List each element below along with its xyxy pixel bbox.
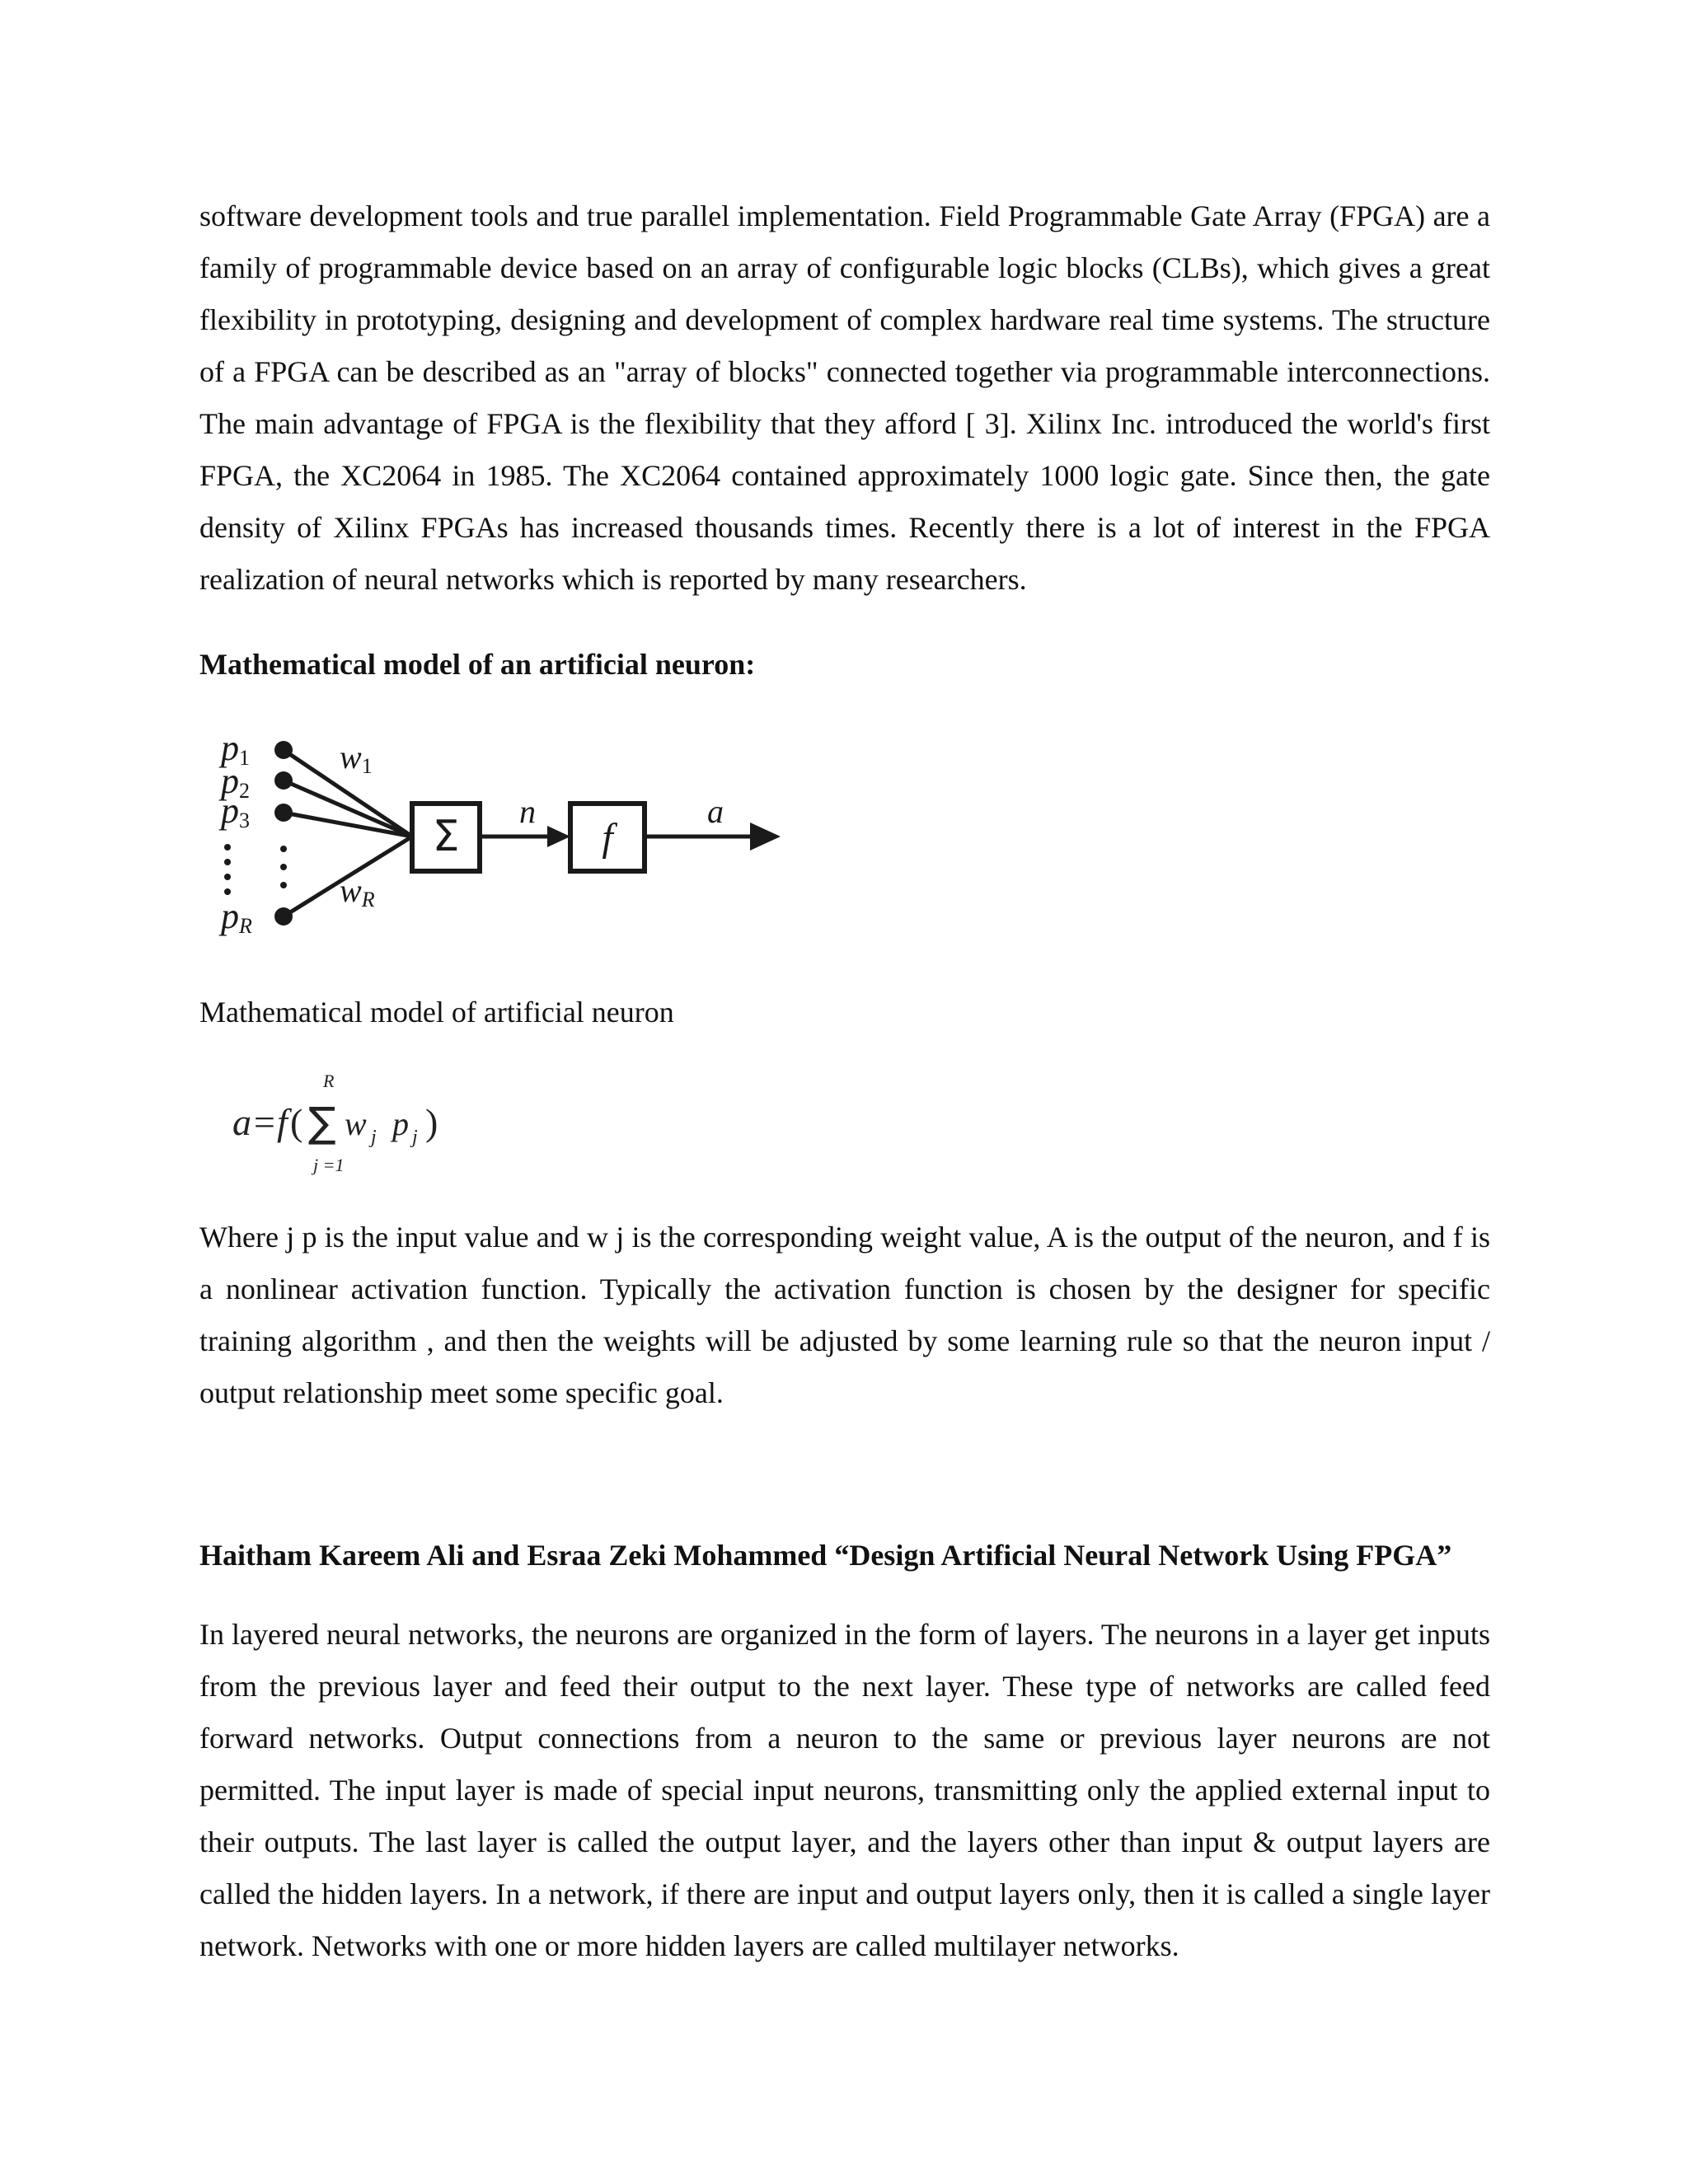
net-input-label: n [519,793,536,830]
summation-icon: ∑ [308,1099,336,1146]
equation-lhs: a=f [232,1101,288,1143]
input-label-pr: pR [221,896,252,938]
figure-caption: Mathematical model of artificial neuron [199,996,674,1029]
ellipsis-dots [224,844,287,895]
equation-open-paren: ( [290,1101,303,1143]
sigma-icon: Σ [432,812,460,861]
weight-label-w1: w1 [340,738,373,778]
layered-networks-paragraph: In layered neural networks, the neurons are organized in the form of layers. The neurons in a layer get inputs from the previous layer and feed their output to the next layer. These type of networks are called feed forward networks. Output connections from a neuron to the same or previous layer neurons are not permitted. The input layer is made of special input neurons, transmitting only the applied external input to their outputs. The last layer is called the output layer, and the layers other than input & output layers are called the hidden layers. In a network, if there are input and output layers only, then it is called a single layer network. Networks with one or more hidden layers are called multilayer networks. [199,1618,1490,1962]
citation-heading: Haitham Kareem Ali and Esraa Zeki Mohammed “Design Artificial Neural Network Using FPGA” [199,1539,1452,1572]
where-paragraph: Where j p is the input value and w j is the corresponding weight value, A is the output of the neuron, and f is a nonlinear activation function. Typically the activation function is chosen by the designer for specific training algorithm , and then the weights will be adjusted by some learning rule so that the neuron input / output relationship meet some specific goal. [199,1221,1490,1409]
weight-label-wr: wR [340,872,375,912]
input-label-p2: p2 [221,761,250,803]
transfer-function-label: f [602,816,613,860]
equation-upper-limit: R [323,1071,335,1091]
equation-input: p [392,1105,409,1142]
equation-lower-limit: j =1 [313,1155,345,1175]
neuron-equation [231,1067,528,1183]
equation-close-paren: ) [425,1101,438,1143]
neuron-model-figure [208,725,801,948]
intro-paragraph: software development tools and true parallel implementation. Field Programmable Gate Array (FPGA) are a family of programmable device based on an array of configurable logic blocks (CLBs), which gives a great flexibility in prototyping, designing and development of complex hardware real time systems. The structure of a FPGA can be described as an "array of blocks" connected together via programmable interconnections. The main advantage of FPGA is the flexibility that they afford [ 3]. Xilinx Inc. introduced the world's first FPGA, the XC2064 in 1985. The XC2064 contained approximately 1000 logic gate. Since then, the gate density of Xilinx FPGAs has increased thousands times. Recently there is a lot of interest in the FPGA realization of neural networks which is reported by many researchers. [199,199,1490,596]
input-label-p1: p1 [221,728,250,770]
output-arrow-head [750,823,781,851]
input-nodes [274,741,293,926]
input-label-p3: p3 [221,790,250,832]
equation-input-subscript: j [412,1127,418,1148]
output-label: a [707,793,724,830]
section-heading-model: Mathematical model of an artificial neuron: [199,648,756,681]
equation-weight-subscript: j [371,1127,377,1148]
equation-weight: w [345,1105,367,1142]
net-arrow-head [547,826,570,847]
